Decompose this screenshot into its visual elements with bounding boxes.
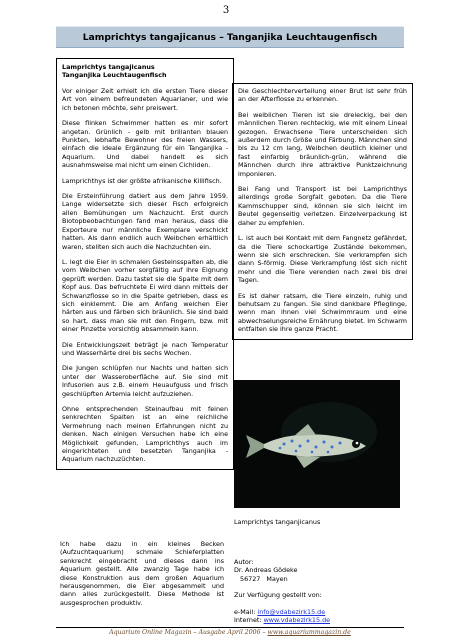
- left-text-box: [56, 58, 234, 470]
- fish-eye: [352, 440, 360, 448]
- fish-eye-highlight: [356, 442, 359, 445]
- paragraph: Diese flinken Schwimmer hatten es mir sofort angetan. Grünlich - gelb mit brillanten blauen Punkten, lebhafte Bewohner des freien Wassers, einfach die ideale Ergänzung für ein Tanganjika - Aquarium. Und dabei handelt es sich ausnahmsweise mal nicht um einen Cichliden.: [62, 119, 228, 170]
- paragraph: Die Geschlechterverteilung einer Brut ist sehr früh an der Afterflosse zu erkennen.: [238, 87, 407, 104]
- paragraph: Ich habe dazu in ein kleines Becken (Aufzuchtaquarium) schmale Schieferplatten senkrecht eingebracht und dieses dann ins Aquarium gestellt. Alle zwanzig Tage habe ich diese Konstruktion aus dem großen Aquarium herausgenommen, die Eier abgesammelt und dann alles zurückgestellt. Diese Methode ist ausgesprochen produktiv.: [60, 540, 224, 607]
- photo-caption: Lamprichtys tanganjicanus: [234, 518, 321, 526]
- page-title: Lamprichtys tangajicanus – Tanganjika Leuchtaugenfisch: [82, 31, 378, 43]
- fish-illustration: [234, 380, 400, 508]
- page-number: 3: [222, 5, 230, 16]
- fish-photo: [234, 380, 400, 508]
- right-text-box: [232, 83, 413, 340]
- title-banner: [56, 26, 404, 48]
- paragraph: Die Jungen schlüpfen nur Nachts und halten sich unter der Wasseroberfläche auf. Sie sind mit Infusorien aus z.B. einem Heuaufguss und frisch geschlüpften Artemia leicht aufzuziehen.: [62, 364, 228, 398]
- paragraph: Die Entwicklungszeit beträgt je nach Temperatur und Wasserhärte drei bis sechs Wochen.: [62, 340, 228, 357]
- page-footer: [56, 627, 404, 636]
- contact-intro: Zur Verfügung gestellt von:: [234, 591, 322, 600]
- paragraph: Bei weiblichen Tieren ist sie dreieckig, bei den männlichen Tieren rechteckig, wie mit einem Lineal gezogen. Erwachsene Tiere unterscheiden sich außerdem durch Größe und Färbung. Männchen sind bis zu 12 cm lang, Weibchen deutlich kleiner und fast einfarbig bräunlich-grün, während die Männchen durch ihre attraktive Punktzeichnung imponieren.: [238, 110, 407, 178]
- left-text-continued: [60, 540, 224, 614]
- website-link[interactable]: www.vdabezirk15.de: [263, 616, 331, 625]
- footer-text: Aquarium Online Magazin – Ausgabe April 2006 –: [109, 629, 266, 636]
- paragraph: Vor einiger Zeit erhielt ich die ersten Tiere dieser Art von einem befreundeten Aquarianer, und wie ich betonen möchte, sehr preiswert.: [62, 87, 228, 112]
- email-link[interactable]: info@vdabezirk15.de: [257, 607, 326, 616]
- paragraph: Bei Fang und Transport ist bei Lamprichthys allerdings große Sorgfalt geboten. Da die Tiere Kammschupper sind, können sie sich leicht im Beutel gegenseitig verletzen. Einzelverpackung ist daher zu empfehlen.: [238, 185, 407, 227]
- footer-link[interactable]: www.aquariummagazin.de: [267, 629, 351, 636]
- paragraph: Es ist daher ratsam, die Tiere einzeln, ruhig und behutsam zu fangen. Sie sind dankbare Pfleglinge, wenn man ihnen viel Schwimmraum und eine abwechselungsreiche Ernährung bietet. Im Schwarm entfalten sie ihre ganze Pracht.: [238, 291, 407, 334]
- paragraph: L. legt die Eier in schmalen Gesteinsspalten ab, die vom Weibchen vorher sorgfältig auf ihre Eignung geprüft werden. Dazu tastet sie die Spalte mit dem Kopf aus. Das befruchtete Ei wird dann mittels der Schwanzflosse so in die Spalte getrieben, dass es sich einklemmt. Die am Anfang weichen Eier härten aus und färben sich bräunlich. Sie sind bald so hart, dass man sie mit den Fingern, bzw. mit einer Pinzette vorsichtig absammeln kann.: [62, 257, 228, 334]
- email-line: [234, 608, 404, 616]
- author-name: Dr. Andreas Gödeke: [234, 566, 298, 575]
- email-label: e-Mail:: [234, 607, 256, 616]
- article-subtitle: [62, 63, 228, 79]
- author-city: 56727 Mayen: [240, 574, 288, 583]
- paragraph: Ohne entsprechenden Steinaufbau mit feinen senkrechten Spalten ist an eine reichliche Vermehrung nach meinen Erfahrungen nicht zu denken. Nach einigen Versuchen habe ich eine Möglichkeit gefunden, Lamprichthys auch im eingerichteten und besetzten Tanganjika - Aquarium nachzuzüchten.: [62, 405, 228, 464]
- website-line: [234, 616, 404, 624]
- author-label: Autor:: [234, 558, 254, 566]
- paragraph: Die Ersteinführung datiert aus dem Jahre 1959. Lange widersetzte sich dieser Fisch erfolgreich allen Bemühungen um Nachzucht. Erst durch Biotopbeobachtungen fand man heraus, dass die Exporteure nur männliche Exemplare verschickt hatten. Als dann endlich auch Weibchen erhältlich waren, stellten sich auch die Nachzuchten ein.: [62, 192, 228, 251]
- subtitle-common-name: Tanganjika Leuchtaugenfisch: [62, 71, 167, 79]
- paragraph: Lamprichthys ist der größte afrikanische Killifisch.: [62, 176, 222, 185]
- author-block: [234, 558, 404, 624]
- paragraph: L. ist auch bei Kontakt mit dem Fangnetz gefährdet, da die Tiere schockartige Zustände bekommen, wenn sie sich erschrecken. Sie verkrampfen sich dann S-förmig. Diese Verkrampfung löst sich nicht mehr und die Tiere verenden nach zwei bis drei Tagen.: [238, 234, 407, 285]
- internet-label: Internet:: [234, 616, 262, 625]
- subtitle-scientific-name: Lamprichtys tangajicanus: [62, 63, 155, 71]
